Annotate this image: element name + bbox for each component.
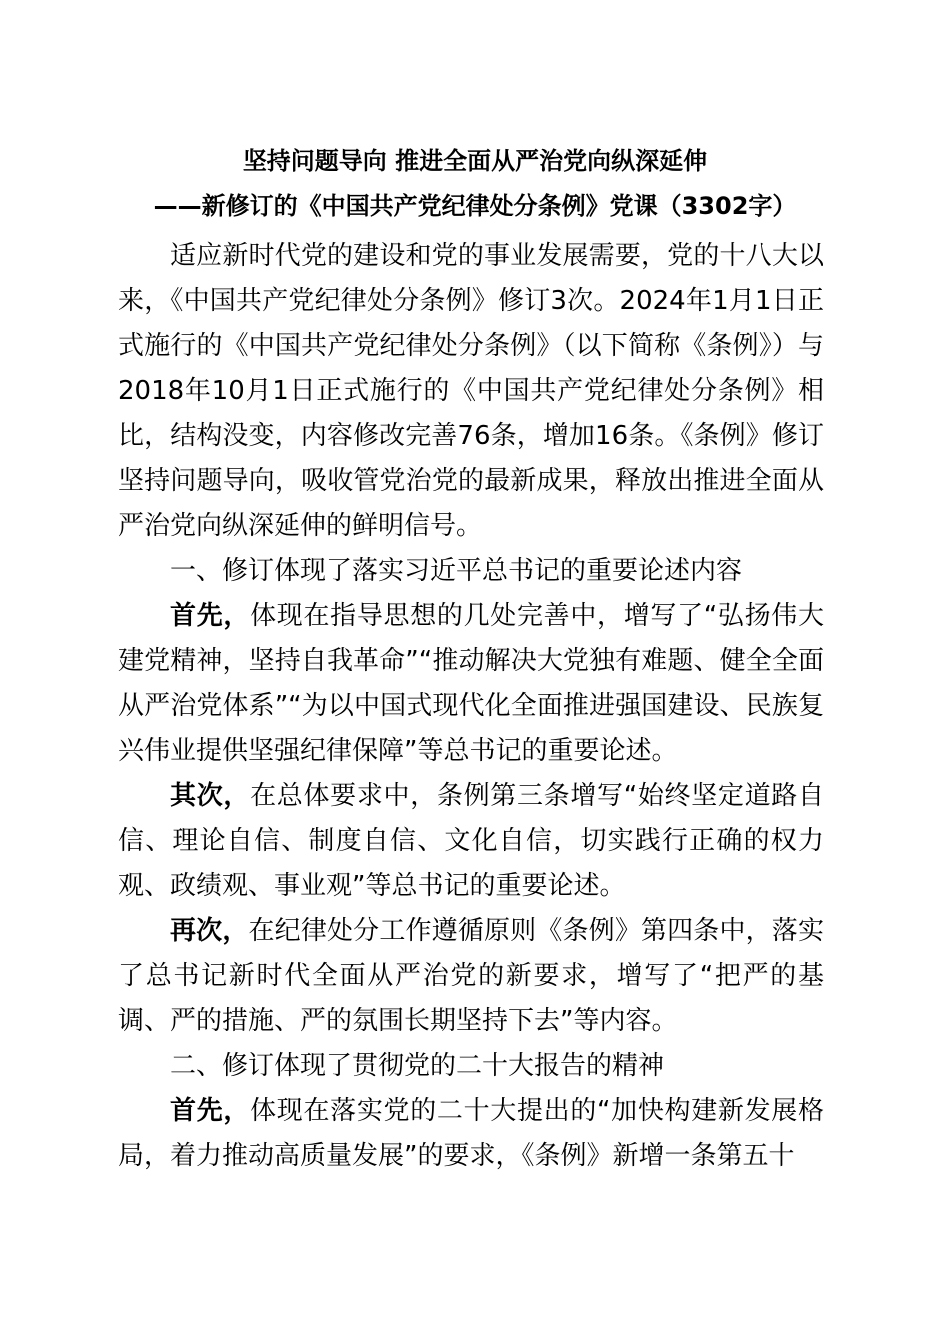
paragraph-third <box>118 909 824 1044</box>
document-title: 坚持问题导向 推进全面从严治党向纵深延伸 <box>242 147 708 175</box>
paragraph-text: 体现在指导思想的几处完善中，增写了“弘扬伟大建党精神，坚持自我革命”“推动解决大党独有难题、健全全面从严治党体系”“为以中国式现代化全面推进强国建设、民族复兴伟业提供坚强纪律保障”等总书记的重要论述。 <box>118 601 824 766</box>
paragraph-text: 在纪律处分工作遵循原则《条例》第四条中，落实了总书记新时代全面从严治党的新要求，增写了“把严的基调、严的措施、严的氛围长期坚持下去”等内容。 <box>118 916 824 1036</box>
paragraph-fourth <box>118 1089 824 1179</box>
paragraph-text: 在总体要求中，条例第三条增写“始终坚定道路自信、理论自信、制度自信、文化自信，切实践行正确的权力观、政绩观、事业观”等总书记的重要论述。 <box>118 781 824 901</box>
paragraph-lead: 再次， <box>170 916 249 946</box>
paragraph-text: 适应新时代党的建设和党的事业发展需要，党的十八大以来，《中国共产党纪律处分条例》修订3次。2024年1月1日正式施行的《中国共产党纪律处分条例》（以下简称《条例》）与2018年10月1日正式施行的《中国共产党纪律处分条例》相比，结构没变，内容修改完善76条，增加16条。《条例》修订坚持问题导向，吸收管党治党的最新成果，释放出推进全面从严治党向纵深延伸的鲜明信号。 <box>118 241 824 541</box>
paragraph-lead: 首先， <box>170 601 251 631</box>
paragraph-second <box>118 774 824 909</box>
paragraph-intro <box>118 234 824 549</box>
document-subtitle: ——新修订的《中国共产党纪律处分条例》党课（3302字） <box>153 192 797 220</box>
section-heading-2 <box>118 1044 824 1089</box>
section-heading-1 <box>118 549 824 594</box>
paragraph-lead: 首先， <box>170 1096 251 1126</box>
paragraph-text: 体现在落实党的二十大提出的“加快构建新发展格局，着力推动高质量发展”的要求，《条例》新增一条第五十 <box>118 1096 824 1171</box>
paragraph-first <box>118 594 824 774</box>
paragraph-text: 二、修订体现了贯彻党的二十大报告的精神 <box>170 1051 665 1081</box>
paragraph-text: 一、修订体现了落实习近平总书记的重要论述内容 <box>170 556 743 586</box>
paragraph-lead: 其次， <box>170 781 251 811</box>
document-body <box>118 234 824 1179</box>
